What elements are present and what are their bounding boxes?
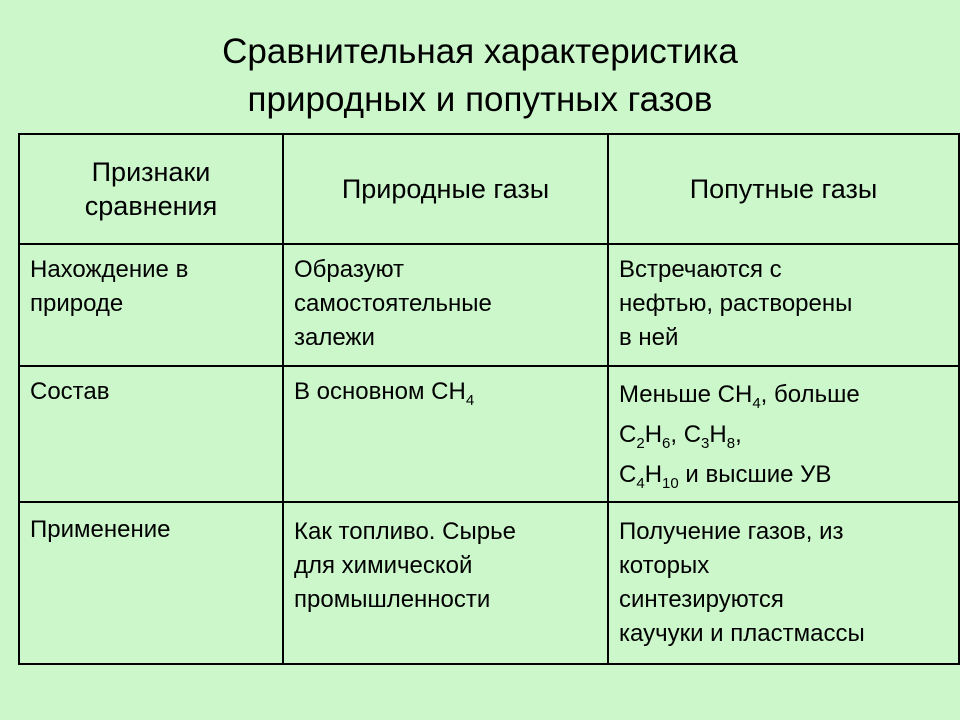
header-natural-gases: Природные газы (283, 134, 608, 244)
cell-feature: Применение (19, 502, 283, 664)
cell-associated (608, 366, 959, 502)
header-features: Признаки сравнения (19, 134, 283, 244)
table-row (19, 244, 959, 366)
table-header-row (19, 134, 959, 244)
cell-feature: Состав (19, 366, 283, 502)
table-row (19, 502, 959, 664)
title-line-2: природных и попутных газов (247, 80, 713, 119)
cell-associated: Получение газов, из которых синтезируются каучуки и пластмассы (608, 502, 959, 664)
formula-line: Меньше $CH_4$, больше (619, 381, 860, 412)
header-associated-gases: Попутные газы (608, 134, 959, 244)
comparison-table (18, 133, 960, 665)
formula-line: $C_2H_6$, $C_3H_8$, (619, 421, 742, 452)
cell-natural: Образуют самостоятельные залежи (283, 244, 608, 366)
title-line-1: Сравнительная характеристика (222, 32, 738, 71)
formula-line: $C_4H_{10}$ и высшие УВ (619, 461, 832, 492)
cell-associated: Встречаются с нефтью, растворены в ней (608, 244, 959, 366)
cell-natural: Как топливо. Сырье для химической промышленности (283, 502, 608, 664)
table-row (19, 366, 959, 502)
cell-natural: В основном $CH_4$ (283, 366, 608, 502)
slide-title (0, 28, 960, 124)
cell-feature: Нахождение в природе (19, 244, 283, 366)
